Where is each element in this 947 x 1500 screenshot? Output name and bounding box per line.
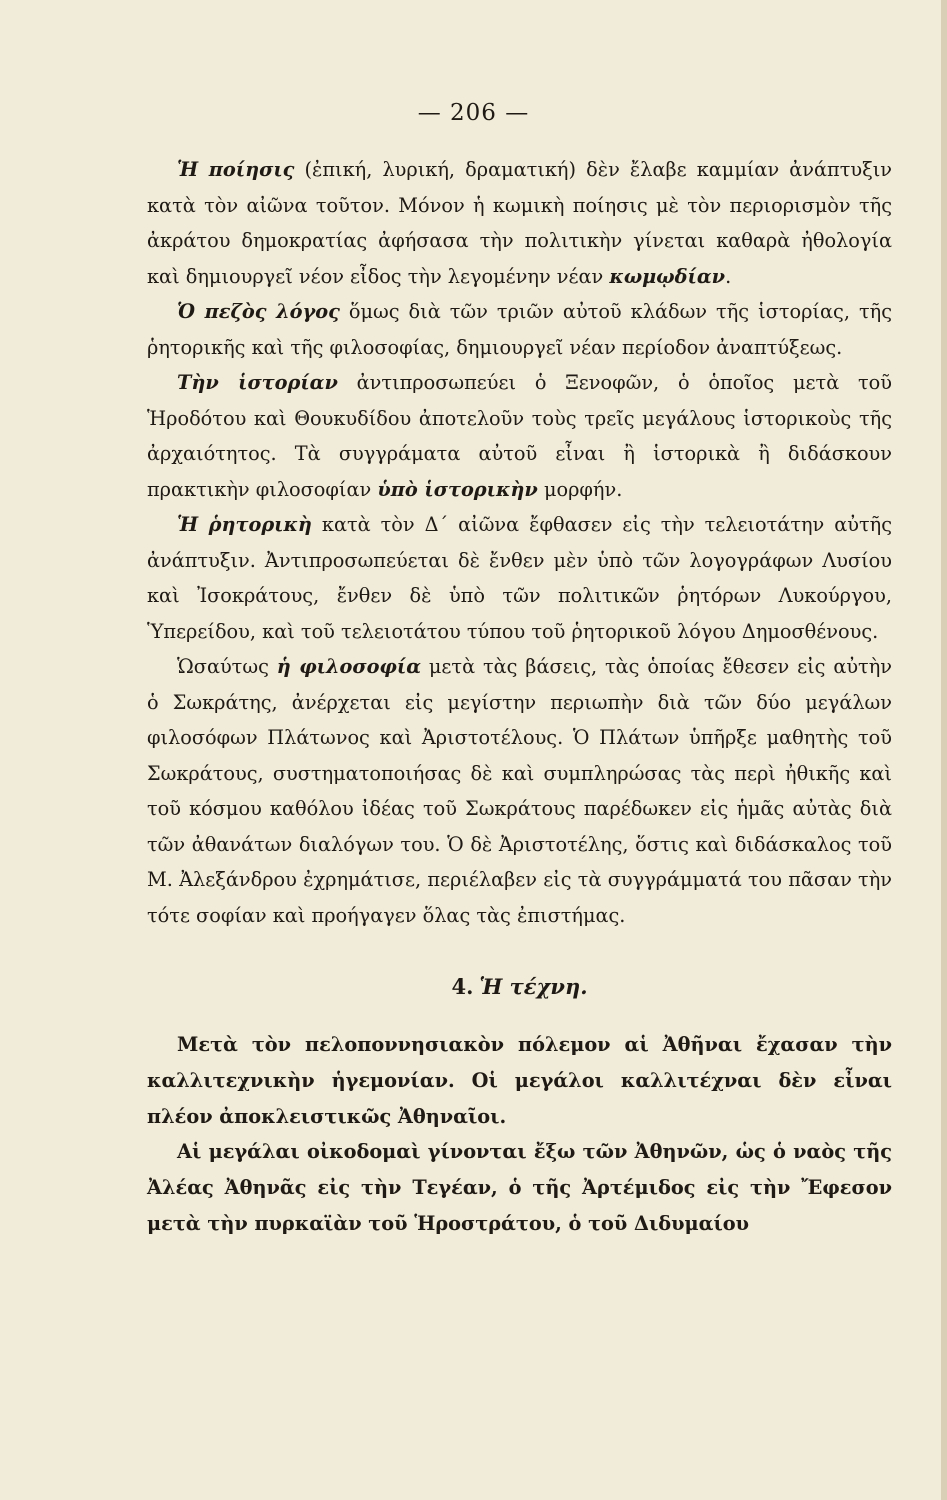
paragraph-end: μορφήν. bbox=[537, 477, 623, 501]
paragraph-prose bbox=[147, 294, 892, 365]
paragraph-text: ὅμως διὰ τῶν τριῶν αὐτοῦ κλάδων τῆς ἱστορίας, τῆς ῥητορικῆς καὶ τῆς φιλοσοφίας, δημιουργεῖ νέαν περίοδον ἀναπτύξεως. bbox=[147, 300, 892, 359]
paragraph-philosophy bbox=[147, 649, 892, 933]
term-poetry: Ἡ ποίησις bbox=[177, 158, 295, 181]
paragraph-art-hegemony: Μετὰ τὸν πελοποννησιακὸν πόλεμον αἱ Ἀθῆναι ἔχασαν τὴν καλλιτεχνικὴν ἡγεμονίαν. Οἱ μεγάλοι καλλιτέχναι δὲν εἶναι πλέον ἀποκλειστικῶς Ἀθηναῖοι. bbox=[147, 1033, 892, 1128]
term-prose: Ὁ πεζὸς λόγος bbox=[177, 300, 340, 323]
paragraph-rhetoric bbox=[147, 507, 892, 649]
term-historical-form: ὑπὸ ἱστορικὴν bbox=[377, 477, 538, 501]
paragraph-art-buildings: Αἱ μεγάλαι οἰκοδομαὶ γίνονται ἔξω τῶν Ἀθηνῶν, ὡς ὁ ναὸς τῆς Ἀλέας Ἀθηνᾶς εἰς τὴν Τεγέαν, ὁ τῆς Ἀρτέμιδος εἰς τὴν Ἔφεσον μετὰ τὴν πυρκαϊὰν τοῦ Ἡροστράτου, ὁ τοῦ Διδυμαίου bbox=[147, 1140, 892, 1235]
term-philosophy: ἡ φιλοσοφία bbox=[276, 655, 422, 678]
paragraph-text: μετὰ τὰς βάσεις, τὰς ὁποίας ἔθεσεν εἰς αὐτὴν ὁ Σωκράτης, ἀνέρχεται εἰς μεγίστην περιωπὴν διὰ τῶν δύο μεγάλων φιλοσόφων Πλάτωνος καὶ Ἀριστοτέλους. Ὁ Πλάτων ὑπῆρξε μαθητὴς τοῦ Σωκράτους, συστηματοποιήσας δὲ καὶ συμπληρώσας τὰς περὶ ἠθικῆς καὶ τοῦ κόσμου καθόλου ἰδέας τοῦ Σωκράτους παρέδωκεν εἰς ἡμᾶς αὐτὰς διὰ τῶν ἀθανάτων διαλόγων του. Ὁ δὲ Ἀριστοτέλης, ὅστις καὶ διδάσκαλος τοῦ Μ. Ἀλεξάνδρου ἐχρημάτισε, περιέλαβεν εἰς τὰ συγγράμματά του πᾶσαν τὴν τότε σοφίαν καὶ προήγαγεν ὅλας τὰς ἐπιστήμας. bbox=[147, 655, 893, 927]
paragraph-text: κατὰ τὸν Δ΄ αἰῶνα ἔφθασεν εἰς τὴν τελειοτάτην αὐτῆς ἀνάπτυξιν. Ἀντιπροσωπεύεται δὲ ἔνθεν μὲν ὑπὸ τῶν λογογράφων Λυσίου καὶ Ἰσοκράτους, ἔνθεν δὲ ὑπὸ τῶν πολιτικῶν ῥητόρων Λυκούργου, Ὑπερείδου, καὶ τοῦ τελειοτάτου τύπου τοῦ ῥητορικοῦ λόγου Δημοσθένους. bbox=[147, 513, 893, 643]
page-body bbox=[147, 152, 892, 1242]
paragraph-history bbox=[147, 365, 892, 507]
section-heading bbox=[147, 969, 892, 1005]
page-number: — 206 — bbox=[417, 100, 530, 126]
section-title: Ἡ τέχνη. bbox=[479, 974, 588, 999]
section-number: 4. bbox=[451, 974, 474, 999]
term-comedy: κωμῳδίαν bbox=[609, 264, 726, 288]
page-edge bbox=[941, 0, 947, 1500]
paragraph-lead: Ὡσαύτως bbox=[177, 655, 277, 678]
term-history: Τὴν ἱστορίαν bbox=[177, 371, 338, 394]
paragraph-text: (ἐπική, λυρική, δραματική) δὲν ἔλαβε καμμίαν ἀνάπτυξιν κατὰ τὸν αἰῶνα τοῦτον. Μόνον ἡ κωμικὴ ποίησις μὲ τὸν περιορισμὸν τῆς ἀκράτου δημοκρατίας ἀφήσασα τὴν πολιτικὴν γίνεται καθαρὰ ἠθολογία καὶ δημιουργεῖ νέον εἶδος τὴν λεγομένην νέαν bbox=[147, 158, 892, 288]
paragraph-text: ἀντιπροσωπεύει ὁ Ξενοφῶν, ὁ ὁποῖος μετὰ τοῦ Ἡροδότου καὶ Θουκυδίδου ἀποτελοῦν τοὺς τρεῖς μεγάλους ἱστορικοὺς τῆς ἀρχαιότητος. Τὰ συγγράματα αὐτοῦ εἶναι ἢ ἱστορικὰ ἢ διδάσκουν πρακτικὴν φιλοσοφίαν bbox=[147, 371, 892, 501]
paragraph-end: . bbox=[725, 264, 732, 288]
term-rhetoric: Ἡ ῥητορικὴ bbox=[177, 513, 312, 536]
paragraph-poetry bbox=[147, 152, 892, 294]
